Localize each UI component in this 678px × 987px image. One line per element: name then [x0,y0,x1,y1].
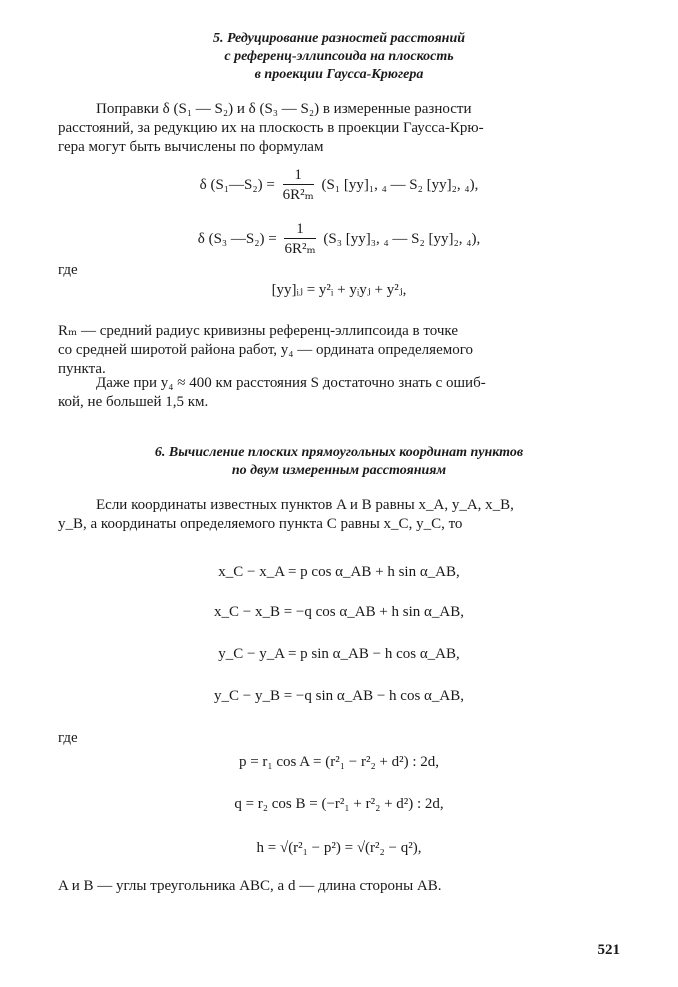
fraction [283,166,314,205]
fraction-denominator: 6R²ₘ [284,241,316,257]
fraction-numerator: 1 [284,220,315,239]
section-6-title-line-1: 6. Вычисление плоских прямоугольных координат пунктов [154,445,524,460]
section-6-heading [0,444,678,480]
equation-xc-xa: x_C − x_A = p cos α_AB + h sin α_AB, [218,564,460,580]
final-definition-line: A и B — углы треугольника ABC, а d — длина стороны AB. [58,878,442,894]
formula-yy-ij: [yy]ᵢⱼ = y²ᵢ + yᵢyⱼ + y²ⱼ, [271,282,407,298]
section-5-title-line-2: с референц-эллипсоида на плоскость [224,49,454,64]
paragraph-line: Если координаты известных пунктов A и B равны x_A, y_A, x_B, [96,497,514,513]
paragraph-line: кой, не большей 1,5 км. [58,394,209,410]
equation-yc-yb: y_C − y_B = −q sin α_AB − h cos α_AB, [214,688,464,704]
where-label: где [58,730,78,746]
section-5-title-line-1: 5. Редуцирование разностей расстояний [212,31,466,46]
fraction-numerator: 1 [283,166,314,185]
formula-lhs: δ (S₁—S₂) = [199,176,275,193]
section-6-title-line-2: по двум измеренным расстояниям [231,463,447,478]
page-number: 521 [597,942,620,958]
section-5-title-line-3: в проекции Гаусса-Крюгера [254,67,424,82]
paragraph-line: y_B, а координаты определяемого пункта C равны x_C, y_C, то [58,516,463,532]
equation-p: p = r₁ cos A = (r²₁ − r²₂ + d²) : 2d, [238,754,440,770]
accuracy-paragraph [58,374,620,412]
rm-definition-paragraph [58,322,620,379]
paragraph-line: со средней широтой района работ, y₄ — ордината определяемого [58,342,473,358]
formula-lhs: δ (S₃ —S₂) = [197,230,277,247]
equation-h: h = √(r²₁ − p²) = √(r²₂ − q²), [256,840,422,856]
formula-delta-s3-s2 [0,220,678,259]
paragraph-line: пункта. [58,361,106,377]
equation-q: q = r₂ cos B = (−r²₁ + r²₂ + d²) : 2d, [234,796,444,812]
formula-rhs: (S₁ [yy]₁, ₄ — S₂ [yy]₂, ₄), [321,176,479,193]
equation-yc-ya: y_C − y_A = p sin α_AB − h cos α_AB, [218,646,460,662]
fraction-denominator: 6R²ₘ [282,187,314,203]
formula-delta-s1-s2 [0,166,678,205]
section-5-intro-paragraph [58,100,620,157]
paragraph-line: расстояний, за редукцию их на плоскость в проекции Гаусса-Крю- [58,120,484,136]
paragraph-line: Rₘ — средний радиус кривизны референц-эллипсоида в точке [58,323,458,339]
section-6-intro-paragraph [58,496,620,534]
formula-rhs: (S₃ [yy]₃, ₄ — S₂ [yy]₂, ₄), [323,230,481,247]
section-5-heading [0,30,678,84]
fraction [284,220,315,259]
paragraph-line: Даже при y₄ ≈ 400 км расстояния S достаточно знать с ошиб- [96,375,486,391]
paragraph-line: гера могут быть вычислены по формулам [58,139,324,155]
equation-xc-xb: x_C − x_B = −q cos α_AB + h sin α_AB, [214,604,464,620]
where-label: где [58,262,78,278]
paragraph-line: Поправки δ (S₁ — S₂) и δ (S₃ — S₂) в измеренные разности [96,101,472,117]
